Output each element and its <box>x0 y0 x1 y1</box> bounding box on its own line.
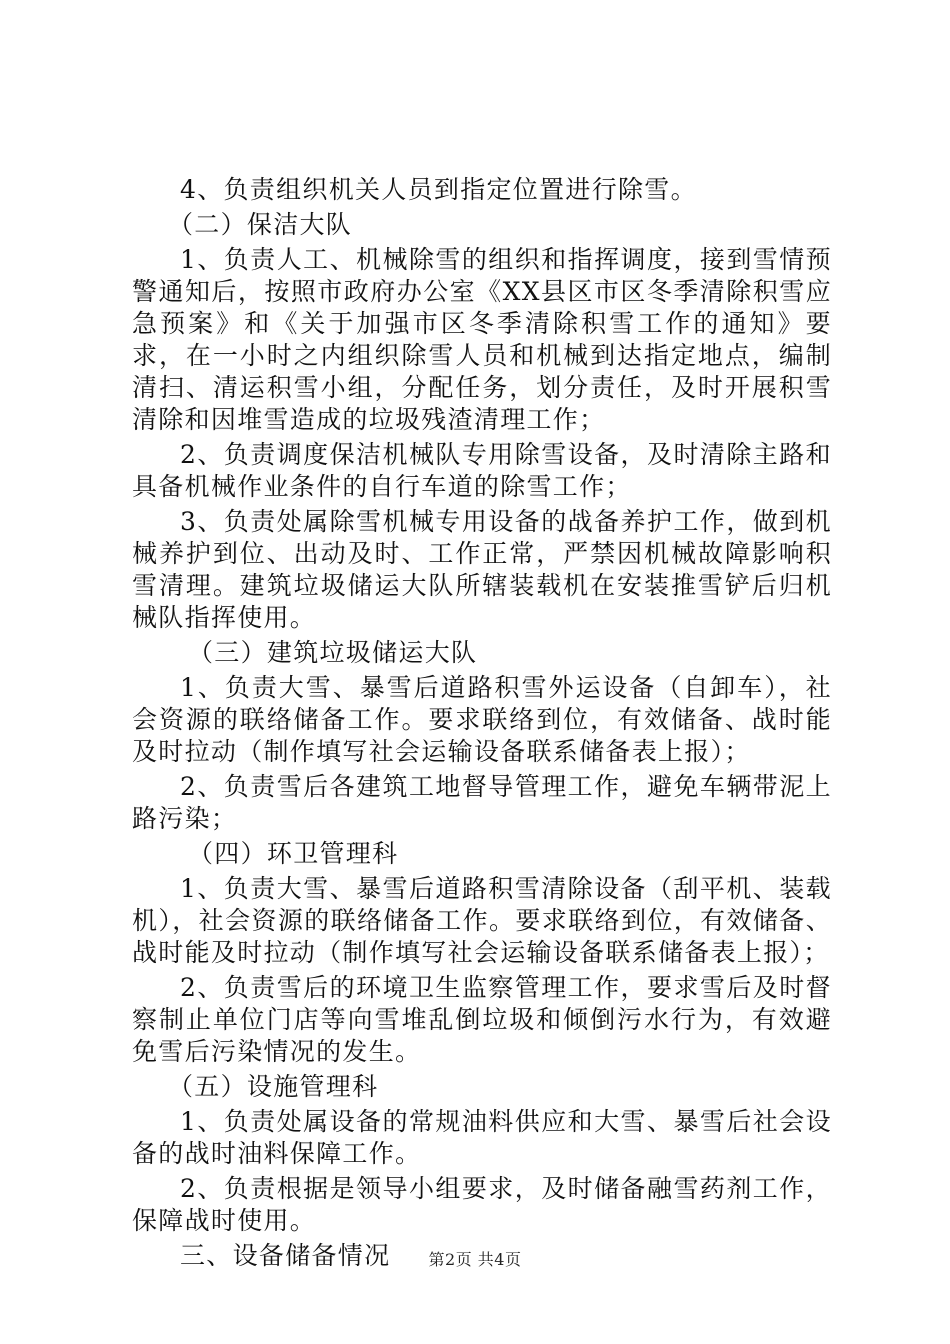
section-heading: （四）环卫管理科 <box>188 839 399 868</box>
paragraph: 1、负责人工、机械除雪的组织和指挥调度，接到雪情预警通知后，按照市政府办公室《XX县区市区冬季清除积雪应急预案》和《关于加强市区冬季清除积雪工作的通知》要求，在一小时之内组织除雪人员和机械到达指定地点，编制清扫、清运积雪小组，分配任务，划分责任，及时开展积雪清除和因堆雪造成的垃圾残渣清理工作； <box>132 245 832 434</box>
document-body <box>132 174 832 1275</box>
section-heading: （五）设施管理科 <box>168 1072 379 1101</box>
section-heading: （三）建筑垃圾储运大队 <box>188 638 478 667</box>
paragraph: 2、负责雪后各建筑工地督导管理工作，避免车辆带泥上路污染； <box>132 772 832 833</box>
paragraph: 1、负责处属设备的常规油料供应和大雪、暴雪后社会设备的战时油料保障工作。 <box>132 1107 832 1168</box>
section-heading: （二）保洁大队 <box>168 210 353 239</box>
page-footer: 第2页 共4页 <box>428 1250 522 1269</box>
paragraph: 2、负责根据是领导小组要求，及时储备融雪药剂工作，保障战时使用。 <box>132 1174 832 1235</box>
paragraph: 2、负责雪后的环境卫生监察管理工作，要求雪后及时督察制止单位门店等向雪堆乱倒垃圾和倾倒污水行为，有效避免雪后污染情况的发生。 <box>132 973 832 1066</box>
paragraph: 1、负责大雪、暴雪后道路积雪外运设备（自卸车），社会资源的联络储备工作。要求联络到位，有效储备、战时能及时拉动（制作填写社会运输设备联系储备表上报）； <box>132 673 832 766</box>
paragraph: 1、负责大雪、暴雪后道路积雪清除设备（刮平机、装载机），社会资源的联络储备工作。要求联络到位，有效储备、战时能及时拉动（制作填写社会运输设备联系储备表上报）； <box>132 874 832 967</box>
paragraph: 4、负责组织机关人员到指定位置进行除雪。 <box>180 175 697 204</box>
paragraph: 三、设备储备情况 <box>180 1241 391 1270</box>
paragraph: 2、负责调度保洁机械队专用除雪设备，及时清除主路和具备机械作业条件的自行车道的除雪工作； <box>132 440 832 501</box>
paragraph: 3、负责处属除雪机械专用设备的战备养护工作，做到机械养护到位、出动及时、工作正常，严禁因机械故障影响积雪清理。建筑垃圾储运大队所辖装载机在安装推雪铲后归机械队指挥使用。 <box>132 507 832 632</box>
